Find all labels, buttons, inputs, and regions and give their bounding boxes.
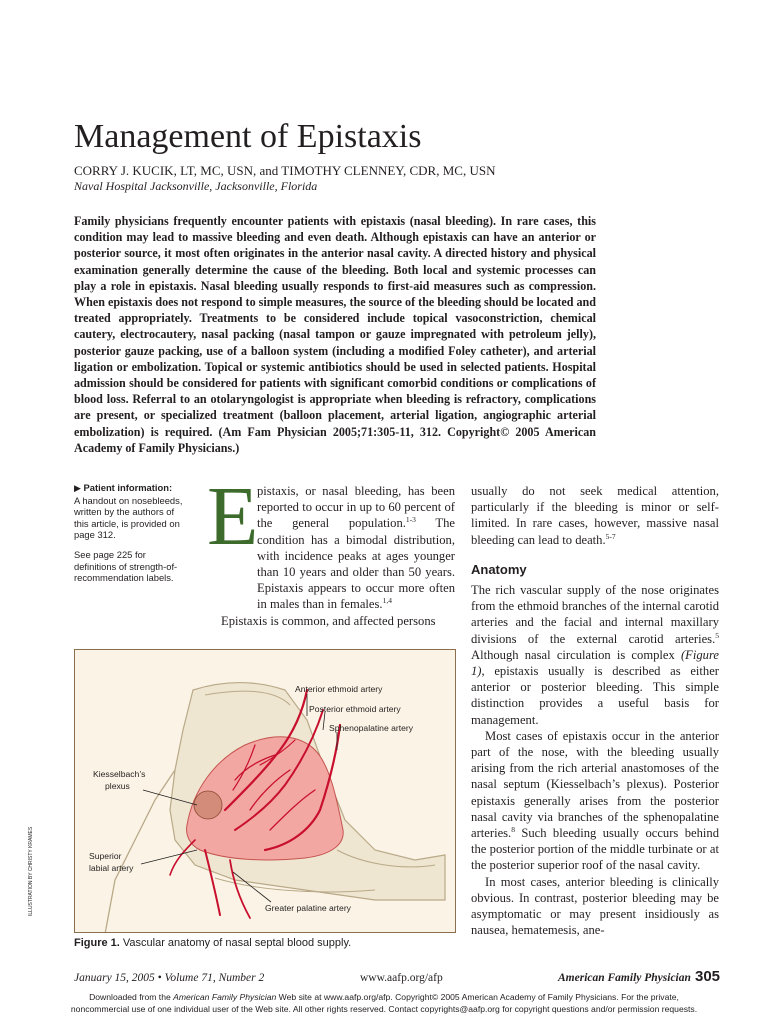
paragraph-continuation bbox=[471, 483, 719, 548]
figure-reference[interactable]: (Figure 1) bbox=[471, 647, 719, 679]
kiesselbach-plexus-area bbox=[194, 791, 222, 819]
label-sphenopalatine-artery: Sphenopalatine artery bbox=[329, 723, 414, 733]
download-notice bbox=[60, 991, 708, 1015]
anatomy-heading: Anatomy bbox=[471, 561, 527, 577]
nasal-anatomy-drawing bbox=[75, 650, 456, 933]
anatomy-text-e: Such bleeding usually occurs behind the posterior portion of the middle turbinate or at the posterior superior roof of the nasal cavity. bbox=[471, 826, 719, 873]
continuation-text: usually do not seek medical attention, particularly if the bleeding is minor or self-limited. In rare cases, however, massive nasal bleeding can lead to death. bbox=[471, 484, 719, 547]
article-affiliation: Naval Hospital Jacksonville, Jacksonville, Florida bbox=[74, 179, 318, 193]
anatomy-paragraph-2 bbox=[471, 728, 719, 874]
patient-info-text: A handout on nosebleeds, written by the authors of this article, is provided on page 312. bbox=[74, 494, 183, 541]
intro-paragraph bbox=[207, 483, 455, 613]
reference-superscript[interactable]: 5 bbox=[715, 630, 719, 640]
anatomy-text-b: Although nasal circulation is complex bbox=[471, 647, 681, 662]
label-kiesselbach-line-2: plexus bbox=[105, 781, 130, 791]
body-column-middle bbox=[207, 483, 455, 629]
caption-label: Figure 1. bbox=[74, 937, 120, 949]
see-page-note: See page 225 for definitions of strength-of-recommendation labels. bbox=[74, 548, 178, 584]
figure-1-illustration bbox=[74, 649, 456, 933]
article-title: Management of Epistaxis bbox=[74, 118, 422, 155]
page-number: 305 bbox=[695, 968, 721, 985]
download-text-a: Downloaded from the bbox=[89, 992, 174, 1002]
label-anterior-ethmoid-artery: Anterior ethmoid artery bbox=[295, 684, 383, 694]
reference-superscript[interactable]: 5-7 bbox=[605, 531, 616, 541]
download-text-b: Web site at www.aafp.org/afp. Copyright© 2005 American Academy of Family Physicians. For the private, noncommercial use of one individual user of the Web site. All other rights reserved. Contact copyrights@aafp.org for copyright questions and/or permission requests. bbox=[70, 992, 698, 1014]
label-greater-palatine-artery: Greater palatine artery bbox=[265, 903, 351, 913]
caption-text: Vascular anatomy of nasal septal blood supply. bbox=[119, 937, 352, 949]
anatomy-text-a: The rich vascular supply of the nose originates from the ethmoid branches of the internal carotid arteries and the facial and internal maxillary divisions of the external carotid arteries. bbox=[471, 583, 719, 646]
illustration-credit: ILLUSTRATION BY CHRISTY KRAMES bbox=[28, 826, 34, 916]
footer-url-link[interactable]: www.aafp.org/afp bbox=[360, 972, 443, 984]
patient-info-note bbox=[74, 482, 190, 541]
reference-superscript[interactable]: 1-3 bbox=[405, 515, 416, 525]
intro-text-a: pistaxis, or nasal bleeding, has been reported to occur in up to 60 percent of the general population. bbox=[257, 484, 455, 531]
article-abstract: Family physicians frequently encounter patients with epistaxis (nasal bleeding). In rare cases, this condition may lead to massive bleeding and even death. Although epistaxis can have an anterior or posterior source, it most often originates in the anterior nasal cavity. A directed history and physical examination generally determine the cause of the bleeding. Both local and systemic processes can play a role in epistaxis. Nasal bleeding usually responds to first-aid measures such as compression. When epistaxis does not respond to simple measures, the source of the bleeding should be located and treated appropriately. Treatments to be considered include topical vasoconstriction, chemical cautery, electrocautery, nasal packing (nasal tampon or gauze impregnated with petroleum jelly), posterior gauze packing, use of a balloon system (including a modified Foley catheter), and arterial ligation or embolization. Topical or systemic antibiotics should be used in selected patients. Hospital admission should be considered for patients with significant comorbid conditions or complications of blood loss. Referral to an otolaryngologist is appropriate when bleeding is refractory, complications are present, or specialized treatment (balloon placement, arterial ligation, angiographic arterial embolization) is required. (Am Fam Physician 2005;71:305-11, 312. Copyright© 2005 American Academy of Family Physicians.) bbox=[74, 214, 596, 455]
figure-caption bbox=[74, 937, 351, 949]
play-triangle-icon: ▶ bbox=[74, 483, 81, 493]
paragraph-start: Epistaxis is common, and affected persons bbox=[221, 613, 436, 628]
reference-superscript[interactable]: 1,4 bbox=[382, 596, 392, 606]
sidebar-notes bbox=[74, 482, 190, 592]
label-posterior-ethmoid-artery: Posterior ethmoid artery bbox=[309, 704, 401, 714]
anatomy-text-d: Most cases of epistaxis occur in the anterior part of the nose, with the bleeding usually arising from the rich arterial anastomoses of the nasal septum (Kiesselbach’s plexus). Posterior epistaxis generally arises from the posterior nasal cavity via branches of the sphenopalatine arteries. bbox=[471, 728, 719, 841]
label-kiesselbach-line-1: Kiesselbach’s bbox=[93, 769, 146, 779]
download-journal: American Family Physician bbox=[173, 992, 277, 1002]
intro-text-b: The condition has a bimodal distribution, with incidence peaks at ages younger than 10 years and older than 50 years. Epistaxis appears to occur more often in males than in females. bbox=[257, 516, 455, 612]
label-superior-labial-line-1: Superior bbox=[89, 851, 122, 861]
anatomy-paragraph-1 bbox=[471, 582, 719, 728]
anatomy-text-c: , epistaxis usually is described as either anterior or posterior bleeding. This simple distinction provides a useful basis for management. bbox=[471, 664, 719, 727]
label-superior-labial-line-2: labial artery bbox=[89, 863, 134, 873]
article-authors: CORRY J. KUCIK, LT, MC, USN, and TIMOTHY CLENNEY, CDR, MC, USN bbox=[74, 163, 496, 178]
anatomy-paragraph-3: In most cases, anterior bleeding is clinically obvious. In contrast, posterior bleeding may be asymptomatic or may present insidiously as nausea, hematemesis, ane- bbox=[471, 874, 719, 938]
reference-superscript[interactable]: 8 bbox=[511, 824, 515, 834]
footer-issue: January 15, 2005 • Volume 71, Number 2 bbox=[74, 972, 265, 984]
patient-info-label: Patient information: bbox=[83, 482, 173, 493]
drop-cap: E bbox=[207, 470, 259, 563]
body-column-right bbox=[471, 483, 719, 938]
footer-journal-name: American Family Physician bbox=[558, 972, 691, 984]
